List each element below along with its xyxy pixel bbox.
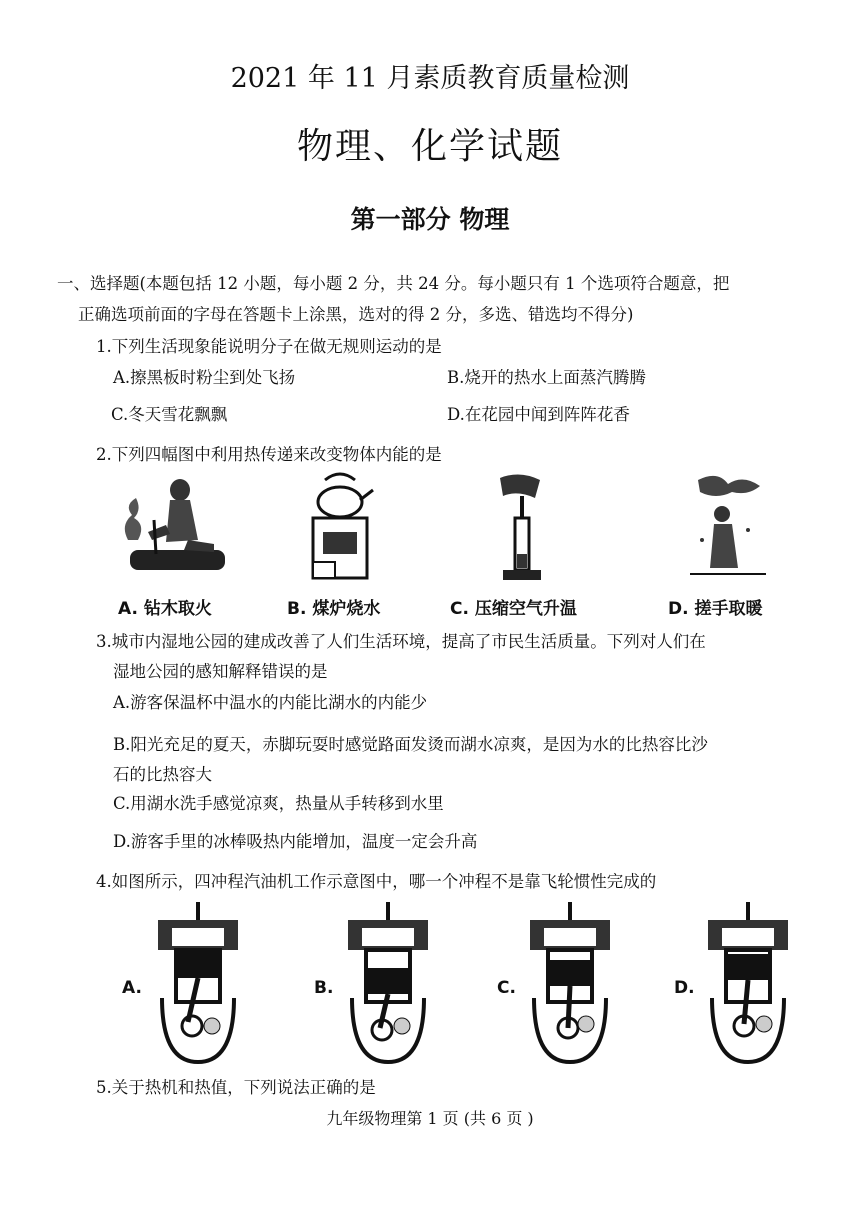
- coal-stove-kettle-figure: [305, 470, 375, 585]
- q1-option-d: D.在花园中闻到阵阵花香: [447, 405, 630, 424]
- q3-option-b-line2: 石的比热容大: [113, 765, 212, 784]
- q4-label-c: C.: [497, 978, 516, 998]
- q1-option-a: A.擦黑板时粉尘到处飞扬: [113, 368, 296, 387]
- q5-stem: 5.关于热机和热值，下列说法正确的是: [96, 1078, 376, 1097]
- q1-option-c: C.冬天雪花飘飘: [111, 405, 228, 424]
- page-footer: 九年级物理第 1 页 (共 6 页 ): [326, 1109, 534, 1128]
- air-compression-cylinder-figure: [495, 470, 550, 585]
- engine-stroke-c-figure: [522, 898, 618, 1066]
- q4-stem: 4.如图所示，四冲程汽油机工作示意图中，哪一个冲程不是靠飞轮惯性完成的: [96, 872, 657, 891]
- engine-stroke-b-figure: [340, 898, 436, 1066]
- engine-stroke-a-figure: [150, 898, 246, 1066]
- section-instructions-line1: 一、选择题(本题包括 12 小题，每小题 2 分，共 24 分。每小题只有 1 个选项符合题意，把: [57, 274, 730, 293]
- q1-option-b: B.烧开的热水上面蒸汽腾腾: [447, 368, 646, 387]
- exam-date-title: 2021 年 11 月素质教育质量检测: [230, 63, 630, 94]
- q3-option-a: A.游客保温杯中温水的内能比湖水的内能少: [113, 693, 428, 712]
- q2-caption-d: D. 搓手取暖: [668, 599, 763, 619]
- drilling-wood-fire-figure: [118, 470, 230, 582]
- q2-stem: 2.下列四幅图中利用热传递来改变物体内能的是: [96, 445, 442, 464]
- exam-subject-title: 物理、化学试题: [296, 126, 563, 167]
- q1-stem: 1.下列生活现象能说明分子在做无规则运动的是: [96, 337, 442, 356]
- q4-label-a: A.: [122, 978, 142, 998]
- q3-stem-line2: 湿地公园的感知解释错误的是: [113, 662, 328, 681]
- rubbing-hands-figure: [688, 470, 768, 582]
- q2-caption-b: B. 煤炉烧水: [287, 599, 381, 619]
- q3-option-d: D.游客手里的冰棒吸热内能增加，温度一定会升高: [113, 832, 478, 851]
- part-title: 第一部分 物理: [350, 205, 510, 234]
- q3-option-c: C.用湖水洗手感觉凉爽，热量从手转移到水里: [113, 794, 444, 813]
- section-instructions-line2: 正确选项前面的字母在答题卡上涂黑，选对的得 2 分，多选、错选均不得分): [78, 305, 634, 324]
- q2-caption-c: C. 压缩空气升温: [450, 599, 577, 619]
- engine-stroke-d-figure: [700, 898, 796, 1066]
- q4-label-d: D.: [674, 978, 695, 998]
- q4-label-b: B.: [314, 978, 334, 998]
- q2-caption-a: A. 钻木取火: [118, 599, 212, 619]
- q3-stem-line1: 3.城市内湿地公园的建成改善了人们生活环境，提高了市民生活质量。下列对人们在: [96, 632, 706, 651]
- q3-option-b-line1: B.阳光充足的夏天，赤脚玩耍时感觉路面发烫而湖水凉爽，是因为水的比热容比沙: [113, 735, 708, 754]
